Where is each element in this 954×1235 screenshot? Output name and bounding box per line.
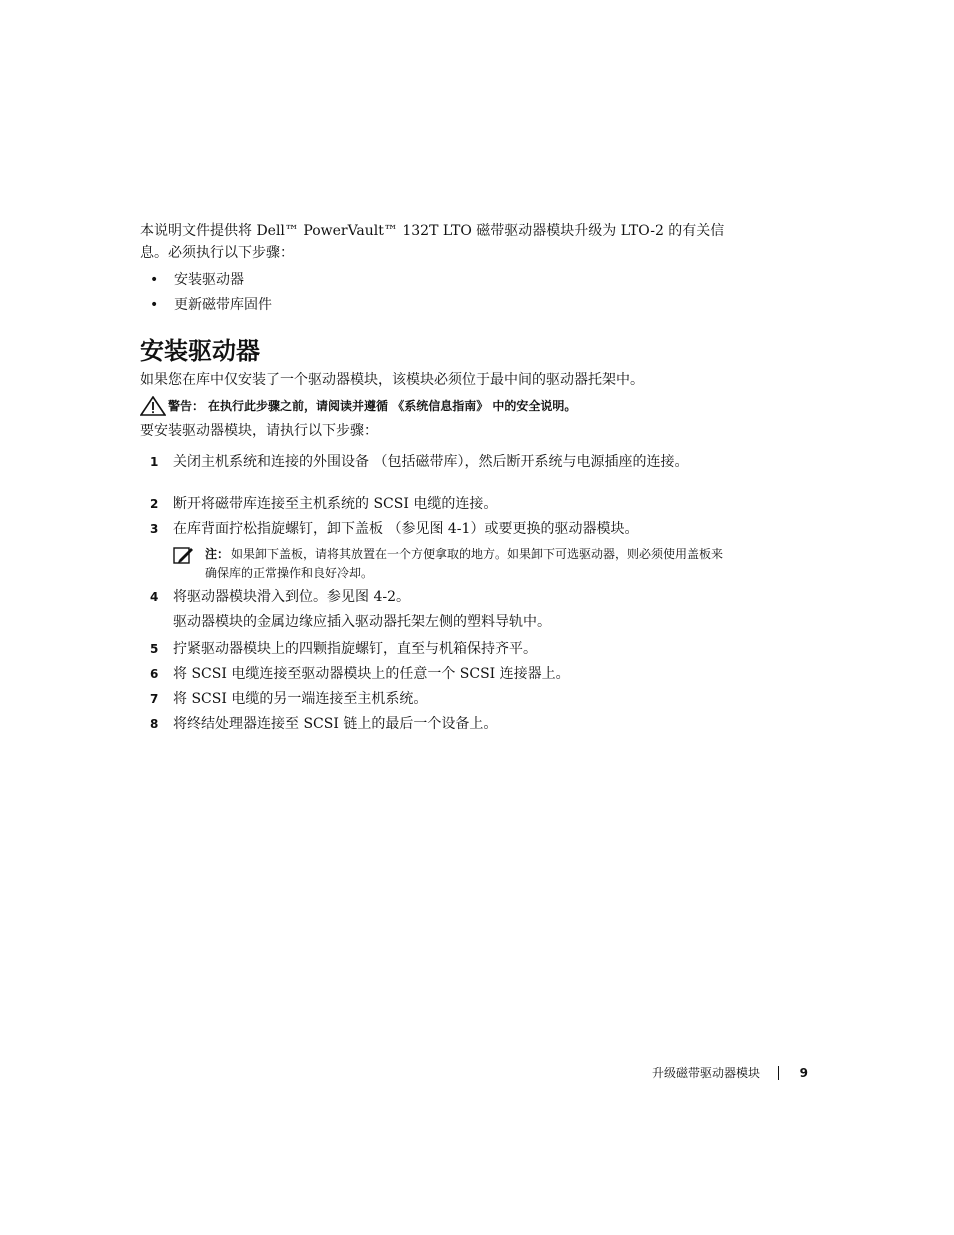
step-item [150,519,730,539]
step-number: 3 [150,522,159,536]
page-footer [600,1062,820,1084]
steps-intro: 要安装驱动器模块，请执行以下步骤： [140,423,378,439]
warning-text: 在执行此步骤之前，请阅读并遵循 《系统信息指南》 中的安全说明。 [208,399,577,413]
step-number: 4 [150,590,159,604]
section-title: 安装驱动器 [140,337,260,365]
step-number: 8 [150,717,159,731]
warning-icon [140,396,168,416]
step-item [150,714,730,734]
bullet-text: 安装驱动器 [174,272,244,288]
step-item [150,664,730,684]
note-label: 注： [205,547,230,561]
step-item [150,587,730,607]
step-item [150,452,730,472]
step-number: 2 [150,497,159,511]
step-number: 5 [150,642,159,656]
bullet-item-update [150,295,272,315]
note-block [173,545,733,583]
step-item [150,639,730,659]
note-pencil-icon [173,546,195,566]
step-text: 在库背面拧松指旋螺钉，卸下盖板 （参见图 4-1）或要更换的驱动器模块。 [173,521,639,537]
footer-title: 升级磁带驱动器模块 [651,1066,760,1080]
step-text: 将 SCSI 电缆连接至驱动器模块上的任意一个 SCSI 连接器上。 [173,666,570,682]
footer-divider [778,1066,779,1080]
step-number: 1 [150,455,159,469]
bullet-item-install [150,270,244,290]
step-item [150,689,730,709]
bullet-icon: • [150,272,159,288]
intro-paragraph: 本说明文件提供将 Dell™ PowerVault™ 132T LTO 磁带驱动器模块升级为 LTO-2 的有关信息。必须执行以下步骤： [140,223,725,261]
step-number: 7 [150,692,159,706]
step-number: 6 [150,667,159,681]
step-item [150,494,730,514]
step-text: 断开将磁带库连接至主机系统的 SCSI 电缆的连接。 [173,496,498,512]
bullet-icon: • [150,297,159,313]
note-text: 如果卸下盖板，请将其放置在一个方便拿取的地方。如果卸下可选驱动器，则必须使用盖板来确保库的正常操作和良好冷却。 [205,547,724,580]
step-text: 将驱动器模块滑入到位。参见图 4-2。 [173,589,410,605]
bullet-text: 更新磁带库固件 [174,297,272,313]
step-text: 将 SCSI 电缆的另一端连接至主机系统。 [173,691,428,707]
step-text: 关闭主机系统和连接的外围设备 （包括磁带库），然后断开系统与电源插座的连接。 [173,454,689,470]
step-text: 拧紧驱动器模块上的四颗指旋螺钉，直至与机箱保持齐平。 [173,641,537,657]
section-intro: 如果您在库中仅安装了一个驱动器模块，该模块必须位于最中间的驱动器托架中。 [140,372,644,388]
warning-label: 警告： [168,399,205,413]
page-number: 9 [799,1066,808,1080]
step-text: 将终结处理器连接至 SCSI 链上的最后一个设备上。 [173,716,498,732]
step-detail: 驱动器模块的金属边缘应插入驱动器托架左侧的塑料导轨中。 [173,614,551,630]
warning-block [140,396,760,416]
